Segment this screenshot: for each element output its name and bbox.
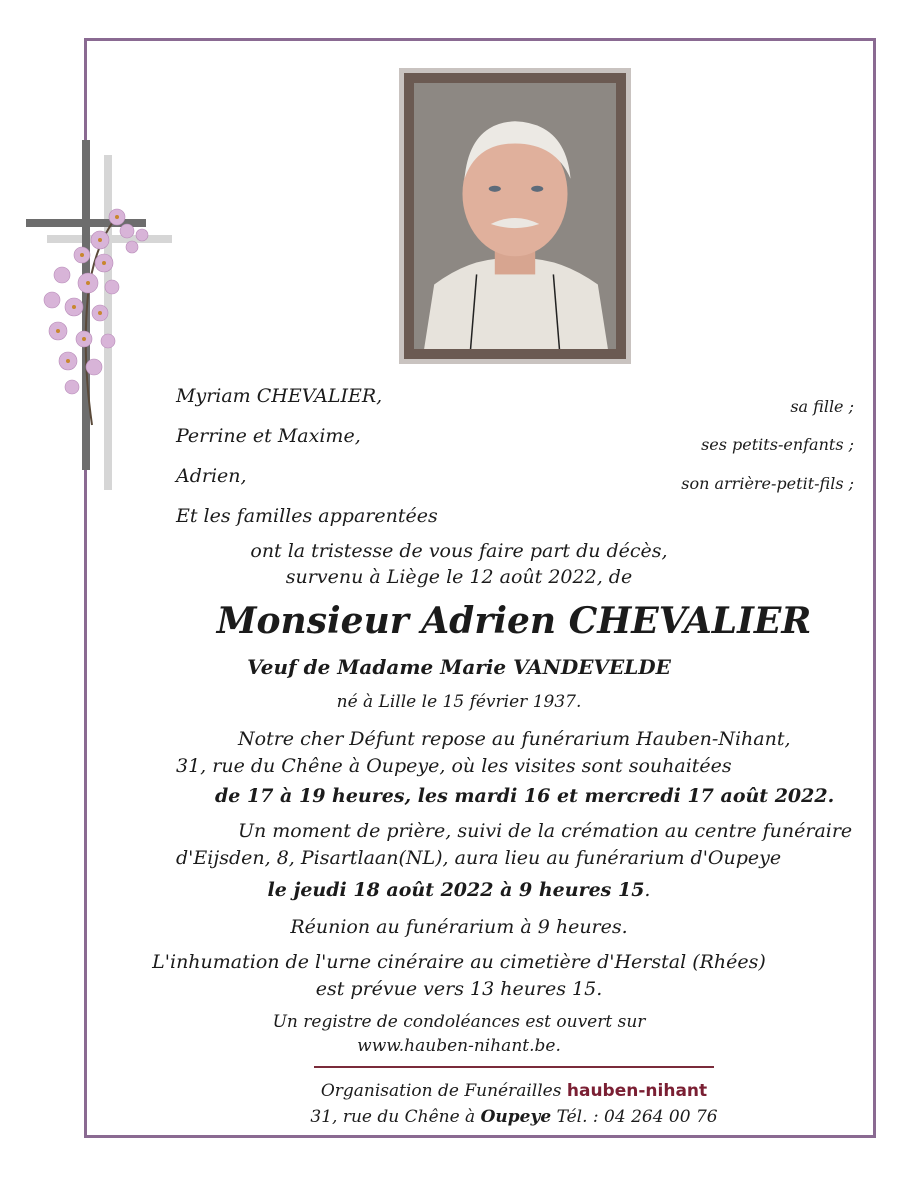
- portrait-image-icon: [414, 83, 616, 349]
- portrait-photo: [399, 68, 631, 364]
- condolences-website[interactable]: www.hauben-nihant.be.: [357, 1036, 561, 1056]
- footer-organisation: [55, 1081, 918, 1101]
- birth-line: né à Lille le 15 février 1937.: [336, 692, 582, 712]
- family-name-2: Perrine et Maxime,: [176, 425, 361, 447]
- widower-line: Veuf de Madame Marie VANDEVELDE: [247, 655, 671, 679]
- announcement-line-1: ont la tristesse de vous faire part du décès,: [250, 540, 668, 562]
- announcement-line-2: survenu à Liège le 12 août 2022, de: [285, 566, 633, 588]
- family-name-4: Et les familles apparentées: [176, 505, 438, 527]
- deceased-name: Monsieur Adrien CHEVALIER: [216, 600, 812, 642]
- ceremony-line-1: Un moment de prière, suivi de la crémation au centre funéraire: [238, 820, 853, 842]
- burial-line-2: est prévue vers 13 heures 15.: [315, 978, 603, 1000]
- visitation-line-3: de 17 à 19 heures, les mardi 16 et mercredi 17 août 2022.: [215, 785, 835, 807]
- footer-phone: Tél. : 04 264 00 76: [556, 1107, 718, 1127]
- visitation-line-2: 31, rue du Chêne à Oupeye, où les visites sont souhaitées: [176, 755, 732, 777]
- condolences-line-1: Un registre de condoléances est ouvert sur: [272, 1012, 646, 1032]
- family-relation-1: sa fille ;: [790, 397, 854, 416]
- brand-logo: hauben-nihant: [566, 1081, 708, 1101]
- meeting-line: Réunion au funérarium à 9 heures.: [290, 916, 628, 938]
- cross-with-orchids-icon: [22, 135, 172, 495]
- ceremony-datetime: le jeudi 18 août 2022 à 9 heures 15: [267, 879, 645, 901]
- visitation-line-1: Notre cher Défunt repose au funérarium Hauben-Nihant,: [238, 728, 791, 750]
- ceremony-line-2: d'Eijsden, 8, Pisartlaan(NL), aura lieu au funérarium d'Oupeye: [176, 847, 782, 869]
- family-relation-2: ses petits-enfants ;: [701, 435, 854, 454]
- footer-town: Oupeye: [480, 1107, 552, 1127]
- burial-line-1: L'inhumation de l'urne cinéraire au cimetière d'Herstal (Rhées): [152, 951, 766, 973]
- family-name-1: Myriam CHEVALIER,: [176, 385, 383, 407]
- family-name-3: Adrien,: [176, 465, 247, 487]
- ceremony-line-3: [0, 879, 918, 901]
- footer-divider: [314, 1066, 714, 1068]
- family-relation-3: son arrière-petit-fils ;: [681, 474, 854, 493]
- footer-org-prefix: Organisation de Funérailles: [320, 1081, 562, 1101]
- footer-address-prefix: 31, rue du Chêne à: [310, 1107, 476, 1127]
- ceremony-period: .: [644, 879, 651, 901]
- footer-address: [55, 1107, 918, 1127]
